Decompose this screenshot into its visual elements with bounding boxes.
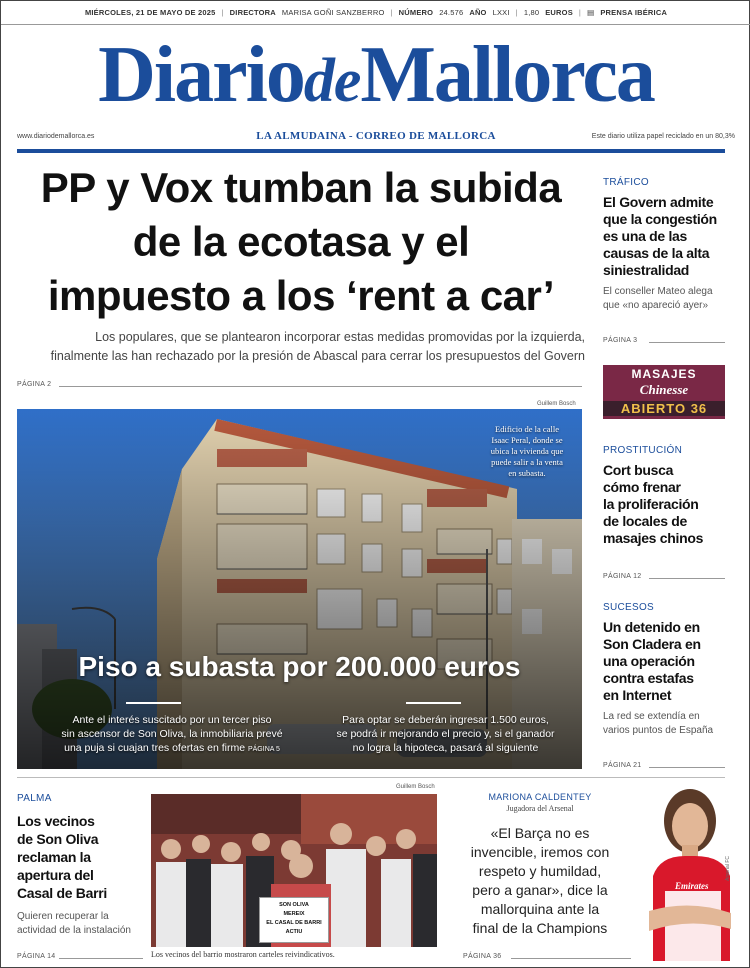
story-dek [603, 285, 728, 313]
dek-line: La red se extendía en [603, 711, 700, 722]
bottom-divider [17, 777, 725, 778]
number-label: NÚMERO [398, 8, 434, 17]
story-headline [17, 812, 145, 902]
director-label: DIRECTORA [229, 8, 276, 17]
sign-line: MEREIX [283, 911, 305, 917]
player-photo-credit: Arsenal FC [725, 855, 731, 881]
website-link[interactable]: www.diariodemallorca.es [17, 132, 95, 140]
photo-story-text-line: sin ascensor de Son Oliva, la inmobiliaria prevé [61, 728, 283, 740]
player-photo[interactable] [635, 781, 735, 961]
photo-story-page: PÁGINA 5 [247, 746, 280, 753]
protest-sign [259, 897, 329, 943]
dek-line: actividad de la instalación [17, 925, 131, 936]
sidebar-page-ref: PÁGINA 21 [603, 762, 642, 769]
issue-year: LXXI [492, 8, 510, 17]
interview-name: MARIONA CALDENTEY [488, 792, 592, 802]
headline-line: contra estafas [603, 670, 694, 686]
headline-line: cómo frenar [603, 479, 681, 495]
headline-line: una operación [603, 653, 695, 669]
sidebar-story-sucesos[interactable] [603, 602, 728, 738]
main-page-ref: PÁGINA 2 [17, 381, 52, 388]
interview-role: Jugadora del Arsenal [506, 804, 574, 813]
currency: EUROS [545, 8, 573, 17]
quote-line: «El Barça no es [490, 825, 590, 841]
interview-quote[interactable] [447, 824, 633, 938]
masthead-divider [17, 149, 725, 153]
headline-line: reclaman la [17, 849, 91, 865]
player-photo-image [635, 781, 735, 961]
photo-story-right-text [313, 713, 578, 755]
story-dek [17, 910, 145, 938]
interview-page-ref: PÁGINA 36 [463, 953, 502, 960]
quote-line: final de la Champions [472, 920, 608, 936]
protest-photo-caption: Los vecinos del barrio mostraron carteles reivindicativos. [151, 950, 335, 959]
story-palma[interactable] [17, 793, 145, 938]
headline-line: El Govern admite [603, 194, 714, 210]
sidebar-rule [649, 578, 725, 579]
masajes-ad[interactable] [603, 365, 725, 419]
headline-line: masajes chinos [603, 530, 704, 546]
dek-line: El conseller Mateo alega [603, 286, 713, 297]
ad-line2: Chinesse [639, 382, 689, 397]
palma-rule [59, 958, 143, 959]
protest-photo-credit: Guillem Bosch [396, 784, 435, 790]
group-logo-icon: ▤ [587, 8, 595, 17]
headline-line: Los vecinos [17, 813, 95, 829]
dek-line: Quieren recuperar la [17, 911, 109, 922]
story-dek [603, 710, 728, 738]
main-rule [59, 386, 582, 387]
quote-line: mallorquina ante la [480, 901, 600, 917]
photo-story-text-line: no logra la hipoteca, pasará al siguiente [352, 742, 539, 754]
sidebar-page-ref: PÁGINA 3 [603, 337, 638, 344]
story-headline [603, 462, 728, 547]
protest-photo[interactable] [151, 794, 437, 947]
headline-line: de Son Oliva [17, 831, 99, 847]
headline-line: causas de la alta [603, 245, 710, 261]
masthead-part1: Diario [98, 31, 304, 119]
photo-story-rule-left [126, 702, 181, 704]
story-headline [603, 619, 728, 704]
shirt-sponsor: Emirates [675, 881, 709, 891]
main-headline-line: PP y Vox tumban la subida [40, 164, 562, 211]
story-kicker: PALMA [17, 793, 52, 804]
quote-line: pero a ganar», dice la [472, 882, 608, 898]
palma-page-ref: PÁGINA 14 [17, 953, 56, 960]
story-kicker: TRÁFICO [603, 177, 649, 188]
sidebar-story-prostitution[interactable] [603, 445, 728, 547]
headline-line: es una de las [603, 228, 688, 244]
headline-line: siniestralidad [603, 262, 690, 278]
story-headline [603, 194, 728, 279]
photo-story-text-line: Ante el interés suscitado por un tercer piso [72, 714, 272, 726]
main-photo-caption [479, 424, 575, 479]
story-kicker: SUCESOS [603, 602, 655, 613]
issue-number: 24.576 [439, 8, 464, 17]
sidebar-page-ref: PÁGINA 12 [603, 573, 642, 580]
photo-story-text-line: una puja si cuajan tres ofertas en firme [64, 742, 246, 754]
dek-line: que «no apareció ayer» [603, 300, 709, 311]
photo-story-text-line: se podrá ir mejorando el precio y, si el ganador [336, 728, 555, 740]
main-dek-line: finalmente las han rechazado por la presión de Abascal para cerrar los presupuestos del Govern [50, 349, 585, 363]
caption-line: en subasta. [508, 468, 546, 478]
photo-story-left-text [37, 713, 307, 757]
sidebar-rule [649, 767, 725, 768]
sidebar-rule [649, 342, 725, 343]
main-headline[interactable] [17, 161, 585, 323]
recycle-note: Este diario utiliza papel reciclado en un 80,3% [591, 132, 735, 140]
year-label: AÑO [469, 8, 487, 17]
ad-line3: ABIERTO 36 [603, 401, 725, 416]
headline-line: en Internet [603, 687, 672, 703]
price: 1,80 [523, 8, 540, 17]
group-name: PRENSA IBÉRICA [600, 8, 668, 17]
quote-line: respeto y humildad, [478, 863, 602, 879]
headline-line: apertura del [17, 867, 94, 883]
photo-story-text-line: Para optar se deberán ingresar 1.500 euros, [342, 714, 549, 726]
sidebar-story-traffic[interactable] [603, 177, 728, 313]
main-headline-line: impuesto a los ‘rent a car’ [47, 272, 555, 319]
director-name: MARISA GOÑI SANZBERRO [281, 8, 385, 17]
caption-line: ubica la vivienda que [490, 446, 564, 456]
headline-line: de locales de [603, 513, 688, 529]
dek-line: varios puntos de España [603, 725, 714, 736]
top-info-bar: MIÉRCOLES, 21 DE MAYO DE 2025 | DIRECTORA MARISA GOÑI SANZBERRO | NÚMERO 24.576 AÑO LXXI | 1,80 EUROS | ▤ PRENSA IBÉRICA [1, 1, 750, 25]
masthead-part2: de [303, 47, 361, 115]
ad-line1: MASAJES [631, 367, 697, 381]
quote-line: invencible, iremos con [470, 844, 610, 860]
sign-line: ACTIU [285, 929, 303, 935]
main-photo-credit: Guillem Bosch [537, 401, 576, 407]
interview-header [447, 792, 633, 813]
headline-line: Un detenido en [603, 619, 700, 635]
photo-story-rule-right [406, 702, 461, 704]
caption-line: puede salir a la venta [491, 457, 563, 467]
issue-date: MIÉRCOLES, 21 DE MAYO DE 2025 [84, 8, 216, 17]
masthead-subtitle: LA ALMUDAINA - CORREO DE MALLORCA [256, 130, 496, 142]
story-kicker: PROSTITUCIÓN [603, 445, 683, 456]
sign-line: EL CASAL DE BARRI [266, 920, 322, 926]
main-headline-line: de la ecotasa y el [132, 218, 470, 265]
caption-line: Isaac Peral, donde se [491, 435, 563, 445]
caption-line: Edificio de la calle [495, 424, 559, 434]
headline-line: Cort busca [603, 462, 674, 478]
headline-line: la proliferación [603, 496, 699, 512]
interview-rule [511, 958, 631, 959]
main-dek-line: Los populares, que se plantearon incorporar estas medidas promovidas por la izquierda, [95, 330, 585, 344]
main-dek [17, 328, 585, 366]
headline-line: Casal de Barri [17, 885, 107, 901]
masthead-part3: Mallorca [360, 31, 654, 119]
headline-line: Son Cladera en [603, 636, 701, 652]
headline-line: que la congestión [603, 211, 717, 227]
masthead-subline [17, 127, 735, 145]
masthead-logo[interactable] [1, 27, 750, 123]
photo-story-title[interactable]: Piso a subasta por 200.000 euros [78, 651, 521, 682]
sign-line: SON OLIVA [279, 902, 309, 908]
